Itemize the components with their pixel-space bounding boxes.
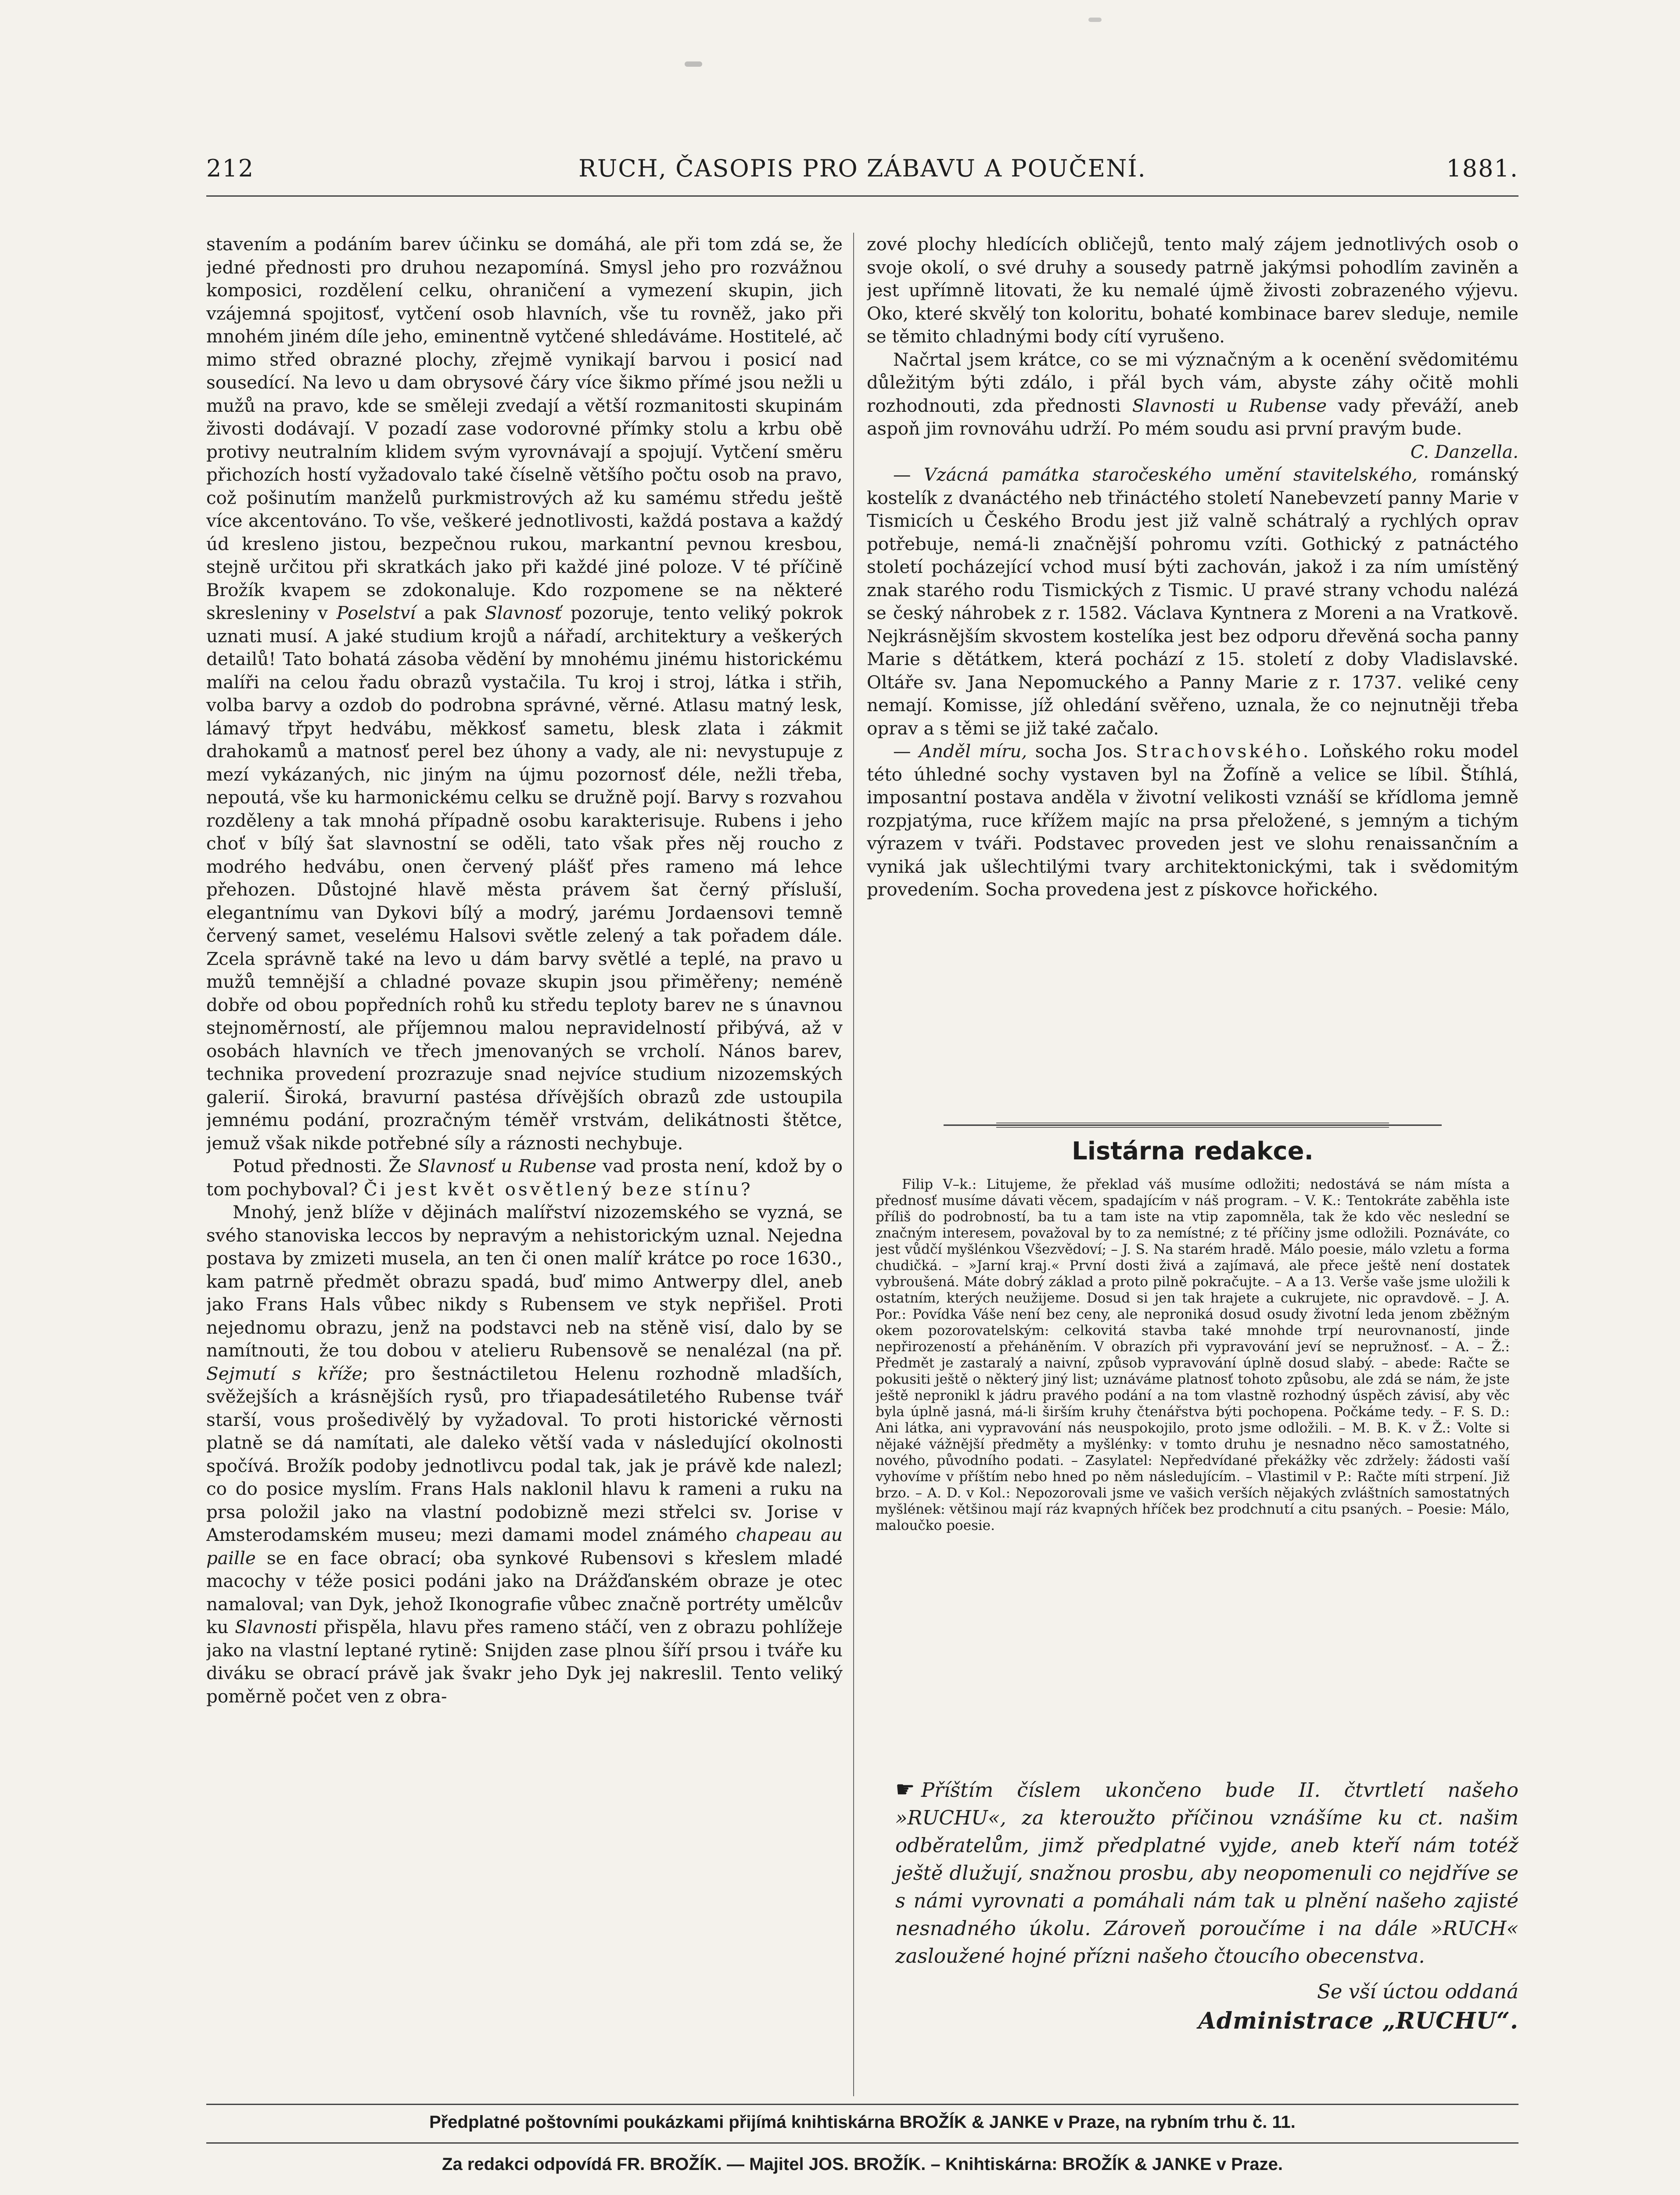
closing-line: Se vší úctou oddaná	[1317, 1980, 1518, 2003]
footer-divider	[206, 2142, 1518, 2144]
article-paragraph: zové plochy hledících obličejů, tento malý zájem jednotlivých osob o svoje okolí, o své druhy a sousedy patrně jakýmsi pohodlím zaviněn a jest upřímně litovati, že ku nemalé újmě živosti zobrazeného výjevu. Oko, které skvělý ton koloritu, bohaté kombinace barev sleduje, nemile se těmito chladnými body cítí vyrušeno.	[867, 234, 1518, 347]
left-column	[206, 233, 843, 2096]
article-paragraph: Mnohý, jenž blíže v dějinách malířství nizozemského se vyzná, se svého stanoviska leccos by nepravým a nehistorickým uznal. Nejedna postava by zmizeti musela, an ten či onen malíř krátce po roce 1630., kam patrně předmět obrazu spadá, buď mimo Antwerpy dlel, aneb jako Frans Hals vůbec nikdy s Rubensem ve styk nepřišel. Proti nejednomu obrazu, jenž na podstavci neb na stěně visí, dalo by se namítnouti, že tou dobou v atelieru Rubensově se nenalézal (na př. Sejmutí s kříže; pro šestnáctiletou Helenu rozhodně mladších, svěžejších a krásnějších rysů, pro třiapadesátiletého Rubense tvář starší, vous prošedivělý by vyžadoval. To proti historické věrnosti platně se dá namítati, ale daleko větší vada v následující okolnosti spočívá. Brožík podoby jednotlivcu podal tak, jak je právě kde nalezl; co do posice myslím. Frans Hals naklonil hlavu k rameni a ruku na prsa položil jako na vlastní podobizně mezi střelci sv. Jorise v Amsterodamském museu; mezi damami model známého chapeau au paille se en face obrací; oba synkové Rubensovi s křeslem mladé macochy v téže posici podáni jako na Drážďanském obraze je otec namaloval; van Dyk, jehož Ikonografie vůbec značně portréty umělcův ku Slavnosti přispěla, hlavu přes rameno stáčí, ven z obrazu pohlížeje jako na vlastní leptané rytině: Snijden zase plnou šíří prsou i tváře ku diváku se obrací právě jak švakr jeho Dyk jej nakreslil. Tento veliký poměrně počet ven z obra-	[206, 1202, 843, 1707]
year: 1881.	[1446, 155, 1518, 182]
article-paragraph: Načrtal jsem krátce, co se mi význačným a k ocenění svědomitému důležitým býti zdálo, i přál bych vám, abyste záhy očitě mohli rozhodnouti, zda přednosti Slavnosti u Rubense vady převáží, aneb aspoň jim rovnováhu udrží. Po mém soudu asi první pravým bude. C. Danzella.	[867, 348, 1518, 464]
administration-signature: Administrace „RUCHU“.	[1198, 2008, 1518, 2034]
news-item: — Vzácná památka staročeského umění stavitelského, románský kostelík z dvanáctého neb třináctého století Nanebevzetí panny Marie v Tismicích u Českého Brodu jest již valně schátralý a rychlých oprav potřebuje, nemá-li značnější pohromu vzíti. Gothický z patnáctého století pocházející vchod musí býti zachován, jakož i za ním umístěný znak starého rodu Tismických z Tismic. U pravé strany vchodu nalézá se český náhrobek z r. 1582. Václava Kyntnera z Moreni a na Vratkově. Nejkrásnějším skvostem kostelíka jest bez odporu dřevěná socha panny Marie s dětátkem, která pochází z 15. století z doby Vladislavské. Oltáře sv. Jana Nepomuckého a Panny Marie z r. 1737. veliké ceny nemají. Komisse, jíž ohledání svěřeno, uznala, že co nejnutněji třeba oprav a s těmi se již také začalo.	[867, 464, 1518, 739]
running-header	[206, 155, 1518, 190]
article-paragraph: stavením a podáním barev účinku se domáhá, ale při tom zdá se, že jedné přednosti pro druhou nezapomíná. Smysl jeho pro rozvážnou komposici, rozdělení celku, ohraničení a vymezení skupin, jich vzájemná spojitosť, vytčení osob hlavních, vše tu rovněž, jako při mnohém jiném díle jeho, eminentně vytčené shledáváme. Hostitelé, ač mimo střed obrazné plochy, zřejmě vynikají barvou i posicí nad sousedící. Na levo u dam obrysové čáry více šikmo přímé jsou nežli u mužů na pravo, kde se směleji zvedají a větší rozmanitosti skupinám živosti dodávají. V pozadí zase vodorovné přímky stolu a krbu obě protivy neutralním klidem svým vyrovnávají a spojují. Vytčení směru přichozích hostí vyžadovalo také číselně většího počtu osob na pravo, což pošinutím manželů purkmistrových až ku samému středu ještě více akcentováno. To vše, veškeré jednotlivosti, každá postava a každý úd kresleno jistou, bezpečnou rukou, markantní pevnou kresbou, stejně určitou při skratkách jako při každé jiné poloze. V té příčině Brožík kvapem se zdokonaluje. Kdo rozpomene se na některé skresleniny v Poselství a pak Slavnosť pozoruje, tento veliký pokrok uznati musí. A jaké studium krojů a nářadí, architektury a veškerých detailů! Tato bohatá zásoba vědění by mnohému jinému historickému malíři na celou řadu obrazů vystačila. Tu kroj i stroj, látka i střih, volba barvy a ozdob do podrobna správné, věrné. Atlasu matný lesk, lámavý třpyt hedvábu, měkkosť sametu, blesk zlata i zákmit drahokamů a matnosť perel bez úhony a vady, ale ni: nevystupuje z mezí vykázaných, nic jiným na újmu pozornosť déle, nežli třeba, nepoutá, vše ku harmonickému celku se družně pojí. Barvy s rozvahou rozděleny a tak mnohá případně osobu karakterisuje. Rubens i jeho choť v bílý šat slavnostní se oděli, tato však přes něj roucho z modrého hedvábu, onen červený plášť přes rameno má lehce přehozen. Důstojné hlavě města právem šat černý přísluší, elegantnímu van Dykovi bílý a modrý, jarému Jordaensovi temně červený samet, veselému Halsovi světle zelený a tak pořadem dále. Zcela správně také na levo u dám barvy světlé a teplé, na pravo u mužů temnější a chladné povaze skupin jsou přiměřeny; neméně dobře od obou popředních rohů ku středu teploty barev ne s únavnou stejnoměrností, ale příjemnou malou nepravidelností přibývá, až v osobách hlavních ve třech jmenovaných se vrcholí. Nános barev, technika provedení prozrazuje snad nejvíce studium nizozemských galerií. Široká, bravurní pastésa dřívějších obrazů zde ustoupila jemnému podání, prozračným téměř vrstvám, delikátnosti štětce, jemuž však nikde potřebné síly a ráznosti nechybuje.	[206, 234, 843, 1154]
imprint-footer: Za redakci odpovídá FR. BROŽÍK. — Majitel JOS. BROŽÍK. – Knihtiskárna: BROŽÍK & JANKE v Praze.	[442, 2155, 1283, 2174]
column-divider	[853, 233, 854, 2096]
header-divider	[206, 195, 1518, 197]
journal-title: RUCH, ČASOPIS PRO ZÁBAVU A POUČENÍ.	[578, 155, 1146, 182]
editorial-correspondence: Filip V–k.: Litujeme, že překlad váš musíme odložiti; nedostává se nám místa a přednosť musíme dávati věcem, spadajícím v náš program. – V. K.: Tentokráte zaběhla iste příliš do podrobností, ba tu a tam iste na vtip zapomněla, tak že kdo věc neslední se značným interesem, považoval by to za nemístné; z té příčiny jsme odložili. Poznáváte, co jest vůdčí myšlénkou Všezvědoví; – J. S. Na starém hradě. Málo poesie, málo vzletu a forma chudičká. – »Jarní kraj.« První dosti živá a zajímavá, ale přece ještě není dostatek vybroušená. Máte dobrý základ a proto pilně pokračujte. – A a 13. Verše vaše jsme uložili k ostatním, kterých neužijeme. Dosud si jen tak hrajete a cukrujete, nic opravdově. – J. A. Por.: Povídka Váše není bez ceny, ale neproniká dosud osudy životní leda jenom zběžným okem pozorovatelským: celkovitá stavba také mnohde trpí neurovnaností, jinde nepřirozeností a přeháněním. V obrazích při vypravování jeví se nepružnosť. – A. – Ž.: Předmět je zastaralý a naivní, způsob vypravování úplně dosud slabý. – abede: Račte se pokusiti ještě o některý jiný list; uznáváme platnosť tohoto způsobu, ale zdá se nám, že jste ještě nepronikl k jádru pravého podání a na tom vlastně rozhodný úspěch závisí, aby věc byla úplně jasná, má-li širším kruhy čtenářstva býti pochopena. Počkáme tedy. – F. S. D.: Ani látka, ani vypravování nás neuspokojilo, proto jsme odložili. – M. B. K. v Ž.: Volte si nějaké vážnější předměty a myšlénky: v tomto druhu je nesnadno něco samostatného, nového, původního podati. – Zasylatel: Nepředvídané překážky věc zdržely: žádosti vaší vyhovíme v příštím nebo hned po něm následujícím. – Vlastimil v P.: Račte míti strpení. Již brzo. – A. D. v Kol.: Nepozorovali jsme ve vašich verších nějakých zvláštních samostatných myšlének: většinou mají ráz kvapných hříček bez prodchnutí a citu psaných. – Poesie: Málo, maloučko poesie.	[876, 1177, 1510, 1533]
pointing-hand-icon: ☛	[895, 1777, 915, 1802]
author-signature: C. Danzella.	[1410, 441, 1518, 462]
news-item: — Anděl míru, socha Jos. Strachovského. Loňského roku model této úhledné sochy vystaven byl na Žofíně a velice se líbil. Štíhlá, imposantní postava anděla v životní velikosti vznáší se křídloma jemně rozpjatýma, ruce křížem majíc na prsa přeložené, s jemným a tichým výrazem v tváři. Podstavec proveden jest ve slohu renaissančním a vyniká jak ušlechtilými tvary architektonickými, tak i svědomitým provedením. Socha provedena jest z pískovce hořického.	[867, 741, 1518, 900]
footer-divider	[206, 2104, 1518, 2105]
page-number: 212	[206, 155, 255, 182]
decorative-rule	[944, 1122, 1442, 1129]
subscription-footer: Předplatné poštovními poukázkami přijímá knihtiskárna BROŽÍK & JANKE v Praze, na rybním trhu č. 11.	[429, 2112, 1296, 2132]
subscription-notice: ☛ Příštím číslem ukončeno bude II. čtvrtletí našeho »RUCHU«, za kteroužto příčinou vznášíme ku ct. našim odběratelům, jimž předplatné vyjde, aneb kteří nám totéž ještě dlužují, snažnou prosbu, aby neopomenuli co nejdříve se s námi vyrovnati a pomáhali nám tak u plnění našeho zajisté nesnadného úkolu. Zároveň poroučíme i na dále »RUCH« zasloužené hojné přízni našeho čtoucího obecenstva. Se vší úctou oddaná Administrace „RUCHU“.	[895, 1777, 1518, 2034]
print-smudge	[685, 61, 702, 67]
print-smudge	[1088, 18, 1102, 22]
section-heading: Listárna redakce.	[1072, 1137, 1314, 1166]
article-paragraph: Potud přednosti. Že Slavnosť u Rubense vad prosta není, kdož by o tom pochyboval? Či jest květ osvětlený beze stínu?	[206, 1155, 843, 1200]
right-column	[867, 233, 1518, 1128]
